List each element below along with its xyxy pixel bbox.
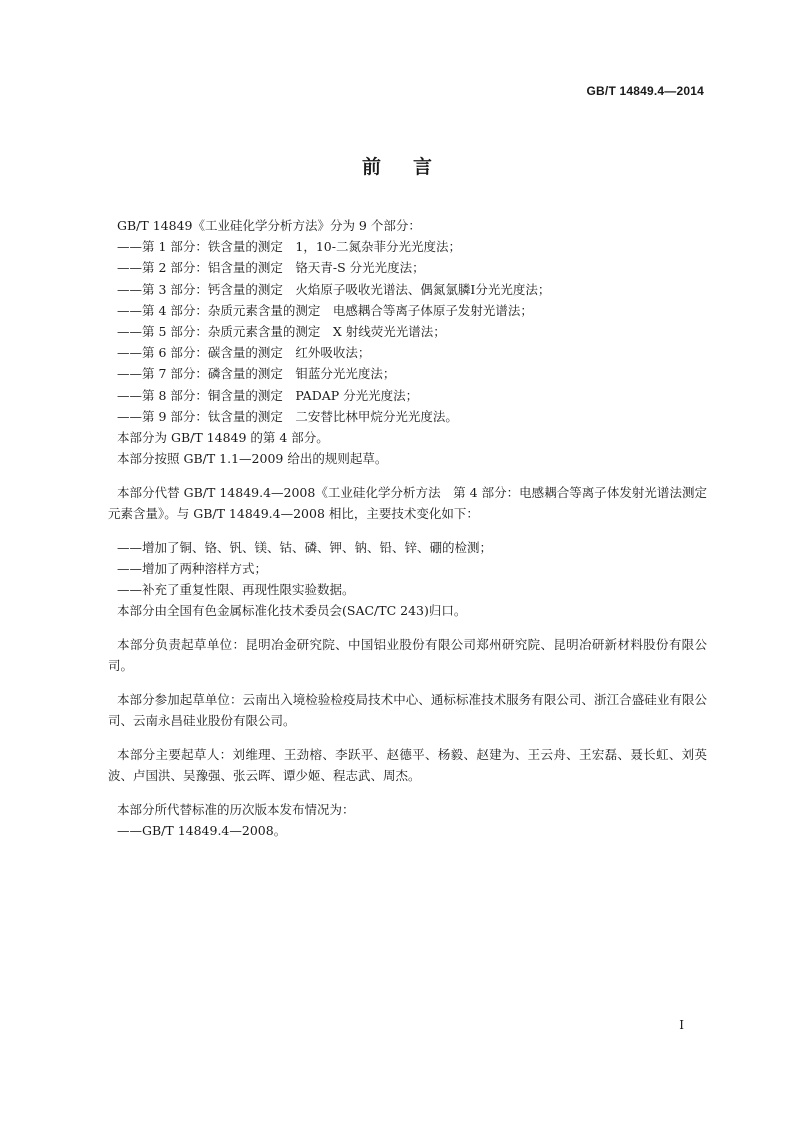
- list-item-part-7: ——第 7 部分：磷含量的测定 钼蓝分光光度法；: [117, 366, 396, 382]
- list-item-change-1: ——增加了铜、铬、钒、镁、钴、磷、钾、钠、铅、锌、硼的检测；: [117, 539, 493, 555]
- list-item-part-3: ——第 3 部分：钙含量的测定 火焰原子吸收光谱法、偶氮氯膦Ⅰ分光光度法；: [117, 281, 551, 297]
- paragraph-intro: GB/T 14849《工业硅化学分析方法》分为 9 个部分：: [117, 218, 421, 233]
- paragraph-drafting-rules: 本部分按照 GB/T 1.1—2009 给出的规则起草。: [117, 451, 388, 467]
- list-item-change-2: ——增加了两种溶样方式；: [117, 561, 268, 577]
- standard-code: GB/T 14849.4—2014: [586, 84, 704, 98]
- list-item-part-8: ——第 8 部分：铜含量的测定 PADAP 分光光度法；: [117, 387, 419, 403]
- list-item-history-1: ——GB/T 14849.4—2008。: [117, 823, 287, 839]
- paragraph-drafters: 本部分主要起草人：刘维理、王劲榕、李跃平、赵德平、杨毅、赵建为、王云舟、王宏磊、聂长虹、刘英波、卢国洪、吴豫强、张云晖、谭少姬、程志武、周杰。: [108, 746, 707, 784]
- list-item-change-3: ——补充了重复性限、再现性限实验数据。: [117, 582, 355, 598]
- page-number: I: [679, 1018, 684, 1032]
- list-item-part-4: ——第 4 部分：杂质元素含量的测定 电感耦合等离子体原子发射光谱法；: [117, 302, 533, 318]
- paragraph-committee: 本部分由全国有色金属标准化技术委员会(SAC/TC 243)归口。: [117, 603, 467, 619]
- paragraph-replacement: 本部分代替 GB/T 14849.4—2008《工业硅化学分析方法 第 4 部分：电感耦合等离子体发射光谱法测定元素含量》。与 GB/T 14849.4—2008 相比，主要技术变化如下：: [108, 484, 707, 522]
- page-title: 前言: [361, 156, 464, 178]
- paragraph-part-statement: 本部分为 GB/T 14849 的第 4 部分。: [117, 430, 329, 446]
- paragraph-responsible-units: 本部分负责起草单位：昆明冶金研究院、中国铝业股份有限公司郑州研究院、昆明冶研新材料股份有限公司。: [108, 637, 707, 674]
- paragraph-participating-units: 本部分参加起草单位：云南出入境检验检疫局技术中心、通标标准技术服务有限公司、浙江合盛硅业有限公司、云南永昌硅业股份有限公司。: [108, 692, 707, 729]
- list-item-part-6: ——第 6 部分：碳含量的测定 红外吸收法；: [117, 345, 371, 361]
- paragraph-history-intro: 本部分所代替标准的历次版本发布情况为：: [117, 801, 355, 817]
- preface-body: [108, 215, 707, 841]
- list-item-part-5: ——第 5 部分：杂质元素含量的测定 X 射线荧光光谱法；: [117, 324, 446, 340]
- list-item-part-1: ——第 1 部分：铁含量的测定 1，10-二氮杂菲分光光度法；: [117, 239, 461, 255]
- list-item-part-2: ——第 2 部分：铝含量的测定 铬天青-S 分光光度法；: [117, 260, 425, 276]
- list-item-part-9: ——第 9 部分：钛含量的测定 二安替比林甲烷分光光度法。: [117, 408, 458, 424]
